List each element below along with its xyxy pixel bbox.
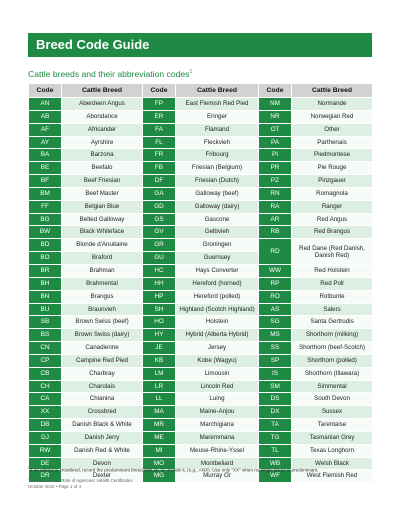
breed-code: BA — [29, 149, 62, 162]
breed-name: Braunvieh — [62, 303, 143, 316]
breed-name: Texas Longhorn — [292, 444, 373, 457]
breed-code: RW — [29, 444, 62, 457]
breed-code: DS — [259, 393, 292, 406]
breed-name: Beef Master — [62, 187, 143, 200]
breed-name: Galloway (beef) — [176, 187, 259, 200]
breed-code: BE — [29, 162, 62, 175]
breed-name: Shorthorn (beef-Scotch) — [292, 342, 373, 355]
breed-name: Braford — [62, 252, 143, 265]
page-title: Breed Code Guide — [36, 37, 150, 52]
breed-name: Shorthorn (polled) — [292, 354, 373, 367]
breed-name: South Devon — [292, 393, 373, 406]
breed-name: Friesian (Belgium) — [176, 162, 259, 175]
table-row — [29, 213, 373, 226]
breed-name: Maremmana — [176, 431, 259, 444]
breed-name: Belted Galloway — [62, 213, 143, 226]
breed-name: Holstein — [176, 316, 259, 329]
breed-code: DJ — [29, 431, 62, 444]
breed-code: FB — [143, 162, 176, 175]
breed-name: Danish Jerry — [62, 431, 143, 444]
breed-code: NM — [259, 98, 292, 111]
breed-name: Campine Red Pied — [62, 354, 143, 367]
breed-name: Welsh Black — [292, 457, 373, 470]
breed-name: Pinzgauer — [292, 175, 373, 188]
breed-name: Montbeliard — [176, 457, 259, 470]
breed-code: MR — [143, 419, 176, 432]
breed-code: GD — [143, 200, 176, 213]
breed-name: Hereford (horned) — [176, 277, 259, 290]
breed-name: Hays Converter — [176, 264, 259, 277]
breed-code: SS — [259, 342, 292, 355]
breed-name: Parthenais — [292, 136, 373, 149]
breed-name: Luing — [176, 393, 259, 406]
table-row — [29, 226, 373, 239]
breed-code: DX — [259, 406, 292, 419]
table-row — [29, 110, 373, 123]
footnote-marker: 1 — [28, 466, 30, 470]
breed-code: SM — [259, 380, 292, 393]
table-row — [29, 342, 373, 355]
breed-name: Belgian Blue — [62, 200, 143, 213]
breed-code: OT — [259, 123, 292, 136]
breed-code: FR — [143, 149, 176, 162]
breed-name: Black Whiteface — [62, 226, 143, 239]
table-row — [29, 200, 373, 213]
table-row — [29, 393, 373, 406]
breed-name: Friesian (Dutch) — [176, 175, 259, 188]
breed-code: DF — [143, 175, 176, 188]
breed-code: NR — [259, 110, 292, 123]
breed-name: Salers — [292, 303, 373, 316]
footer-date-page: October 2010 • Page 1 of 4 — [28, 484, 82, 490]
breed-code: RN — [259, 187, 292, 200]
breed-name: Chianina — [62, 393, 143, 406]
breed-code: PI — [259, 149, 292, 162]
breed-code: JE — [143, 342, 176, 355]
breed-code: RB — [259, 226, 292, 239]
breed-name: Meuse-Rhine-Yssel — [176, 444, 259, 457]
header-code-2: Code — [143, 84, 176, 98]
breed-code: AR — [259, 213, 292, 226]
breed-code: AS — [259, 303, 292, 316]
breed-name: Devon — [62, 457, 143, 470]
breed-code: TG — [259, 431, 292, 444]
breed-name: Santa Gertrudis — [292, 316, 373, 329]
table-row — [29, 367, 373, 380]
breed-code: WF — [259, 470, 292, 483]
breed-code: MA — [143, 406, 176, 419]
breed-code: WW — [259, 264, 292, 277]
header-code-1: Code — [29, 84, 62, 98]
breed-code: SB — [29, 316, 62, 329]
table-row — [29, 431, 373, 444]
breed-code: WB — [259, 457, 292, 470]
table-subtitle — [28, 69, 192, 79]
header-breed-3: Cattle Breed — [292, 84, 373, 98]
breed-name: Crossbred — [62, 406, 143, 419]
breed-name: Romagnola — [292, 187, 373, 200]
breed-name: Pie Rouge — [292, 162, 373, 175]
breed-code: FA — [143, 123, 176, 136]
breed-name: Tasmanian Grey — [292, 431, 373, 444]
header-code-3: Code — [259, 84, 292, 98]
breed-code: BR — [29, 264, 62, 277]
breed-name: Piedmontese — [292, 149, 373, 162]
breed-code: TA — [259, 419, 292, 432]
subtitle-text: Cattle breeds and their abbreviation codes — [28, 69, 190, 79]
breed-code: MI — [143, 444, 176, 457]
breed-code: DR — [29, 470, 62, 483]
breed-code: CA — [29, 393, 62, 406]
table-row — [29, 239, 373, 252]
breed-code: KB — [143, 354, 176, 367]
breed-code: AB — [29, 110, 62, 123]
breed-code: MG — [143, 470, 176, 483]
breed-name: Groningen — [176, 239, 259, 252]
breed-name: Jersey — [176, 342, 259, 355]
breed-name: Brown Swiss (beef) — [62, 316, 143, 329]
table-row — [29, 277, 373, 290]
breed-code: BG — [29, 213, 62, 226]
breed-name: Beef Friesian — [62, 175, 143, 188]
table-row — [29, 316, 373, 329]
breed-name: Flamand — [176, 123, 259, 136]
breed-name: Brown Swiss (dairy) — [62, 329, 143, 342]
breed-code: HC — [143, 264, 176, 277]
table-row — [29, 136, 373, 149]
breed-name: Canadienne — [62, 342, 143, 355]
breed-name: Barzona — [62, 149, 143, 162]
breed-code: PA — [259, 136, 292, 149]
breed-name: Danish Red & White — [62, 444, 143, 457]
footnote-text: If an animal is crossbred, record the predominant breed with an "X" beside it, (e.g., ANX). Use only "XX" when no single breed is predominant. — [29, 467, 319, 473]
breed-name: Aberdeen Angus — [62, 98, 143, 111]
breed-code: SP — [259, 354, 292, 367]
breed-name: Brahman — [62, 264, 143, 277]
breed-name: Red Brangus — [292, 226, 373, 239]
breed-code: CH — [29, 380, 62, 393]
breed-name: Shorthorn (milking) — [292, 329, 373, 342]
subtitle-footnote-marker: 1 — [189, 69, 193, 76]
breed-code: DB — [29, 419, 62, 432]
breed-name: Hybrid (Alberta Hybrid) — [176, 329, 259, 342]
breed-name: Ranger — [292, 200, 373, 213]
breed-name: Charbray — [62, 367, 143, 380]
breed-code: HH — [143, 277, 176, 290]
breed-code: MO — [143, 457, 176, 470]
breed-code: BM — [29, 187, 62, 200]
breed-code: PR — [259, 162, 292, 175]
table-header-row — [29, 84, 373, 98]
breed-code: SH — [143, 303, 176, 316]
table-row — [29, 123, 373, 136]
breed-name: Charolais — [62, 380, 143, 393]
breed-code: DE — [29, 457, 62, 470]
header-breed-2: Cattle Breed — [176, 84, 259, 98]
breed-code: FL — [143, 136, 176, 149]
breed-name: Africander — [62, 123, 143, 136]
breed-name: Beefalo — [62, 162, 143, 175]
breed-code: PZ — [259, 175, 292, 188]
breed-code: LL — [143, 393, 176, 406]
breed-name: Blonde d'Anuitaine — [62, 239, 143, 252]
breed-name: Kobe (Wagyu) — [176, 354, 259, 367]
title-bar — [28, 33, 372, 57]
breed-code: AY — [29, 136, 62, 149]
breed-code: BH — [29, 277, 62, 290]
breed-code: RA — [259, 200, 292, 213]
breed-name: Hereford (polled) — [176, 290, 259, 303]
breed-code: AF — [29, 123, 62, 136]
breed-code: GR — [143, 239, 176, 252]
breed-name: Shorthorn (Illawara) — [292, 367, 373, 380]
breed-code: ME — [143, 431, 176, 444]
breed-code: GA — [143, 187, 176, 200]
breed-name: Lincoln Red — [176, 380, 259, 393]
footnote — [28, 466, 372, 473]
table-row — [29, 406, 373, 419]
breed-name: Gascone — [176, 213, 259, 226]
breed-code: LM — [143, 367, 176, 380]
breed-name: Red Holstein — [292, 264, 373, 277]
breed-code: CN — [29, 342, 62, 355]
breed-code: HP — [143, 290, 176, 303]
breed-code: BO — [29, 252, 62, 265]
breed-name: Danish Black & White — [62, 419, 143, 432]
breed-name: Fleckvieh — [176, 136, 259, 149]
breed-name: Dexter — [62, 470, 143, 483]
breed-name: Red Poll — [292, 277, 373, 290]
breed-code: BF — [29, 175, 62, 188]
breed-code: SG — [259, 316, 292, 329]
breed-name: Ayrshire — [62, 136, 143, 149]
breed-code: MS — [259, 329, 292, 342]
breed-code: GS — [143, 213, 176, 226]
breed-name: Galloway (dairy) — [176, 200, 259, 213]
breed-name: Maine-Anjou — [176, 406, 259, 419]
table-row — [29, 354, 373, 367]
breed-code: LR — [143, 380, 176, 393]
breed-code: BS — [29, 329, 62, 342]
breed-code: AN — [29, 98, 62, 111]
breed-code: BN — [29, 290, 62, 303]
breed-code: FP — [143, 98, 176, 111]
footer-module: TAHC Module 2: Role of Agencies: Health Certificates — [28, 478, 133, 483]
breed-name: Highland (Scotch Highland) — [176, 303, 259, 316]
breed-name: Eringer — [176, 110, 259, 123]
breed-code: BU — [29, 303, 62, 316]
table-row — [29, 419, 373, 432]
breed-code: RD — [259, 239, 292, 265]
breed-name: East Flemish Red Pied — [176, 98, 259, 111]
breed-code: CB — [29, 367, 62, 380]
breed-code: ER — [143, 110, 176, 123]
breed-name: Guernsey — [176, 252, 259, 265]
breed-name: Norwegian Red — [292, 110, 373, 123]
breed-name: Limousin — [176, 367, 259, 380]
header-breed-1: Cattle Breed — [62, 84, 143, 98]
breed-code: GV — [143, 226, 176, 239]
breed-name: Gelbvieh — [176, 226, 259, 239]
breed-name: Abondance — [62, 110, 143, 123]
breed-code: IS — [259, 367, 292, 380]
breed-code: RO — [259, 290, 292, 303]
breed-name: Other — [292, 123, 373, 136]
breed-code: BW — [29, 226, 62, 239]
breed-code-table — [28, 83, 373, 483]
table-row — [29, 290, 373, 303]
table-row — [29, 98, 373, 111]
breed-name: Normande — [292, 98, 373, 111]
table-row — [29, 329, 373, 342]
breed-name: Murray Gr — [176, 470, 259, 483]
breed-name: Rotbunte — [292, 290, 373, 303]
breed-name: Brahmental — [62, 277, 143, 290]
breed-name: Brangus — [62, 290, 143, 303]
breed-code: RP — [259, 277, 292, 290]
breed-code: XX — [29, 406, 62, 419]
table-row — [29, 149, 373, 162]
table-row — [29, 264, 373, 277]
page-footer — [28, 478, 133, 490]
breed-code: BD — [29, 239, 62, 252]
breed-name: Tarentaise — [292, 419, 373, 432]
breed-name: Red Angus — [292, 213, 373, 226]
table-row — [29, 187, 373, 200]
breed-name: Fribourg — [176, 149, 259, 162]
table-row — [29, 444, 373, 457]
table-row — [29, 162, 373, 175]
breed-code: TL — [259, 444, 292, 457]
table-row — [29, 303, 373, 316]
breed-name: Sussex — [292, 406, 373, 419]
breed-name: West Flemish Red — [292, 470, 373, 483]
breed-name: Red Dane (Red Danish, Danish Red) — [292, 239, 373, 265]
breed-code: CP — [29, 354, 62, 367]
breed-name: Marchigiana — [176, 419, 259, 432]
breed-code: FF — [29, 200, 62, 213]
table-row — [29, 175, 373, 188]
breed-code: HY — [143, 329, 176, 342]
breed-name: Simmental — [292, 380, 373, 393]
breed-code: HO — [143, 316, 176, 329]
breed-code: GU — [143, 252, 176, 265]
table-row — [29, 380, 373, 393]
